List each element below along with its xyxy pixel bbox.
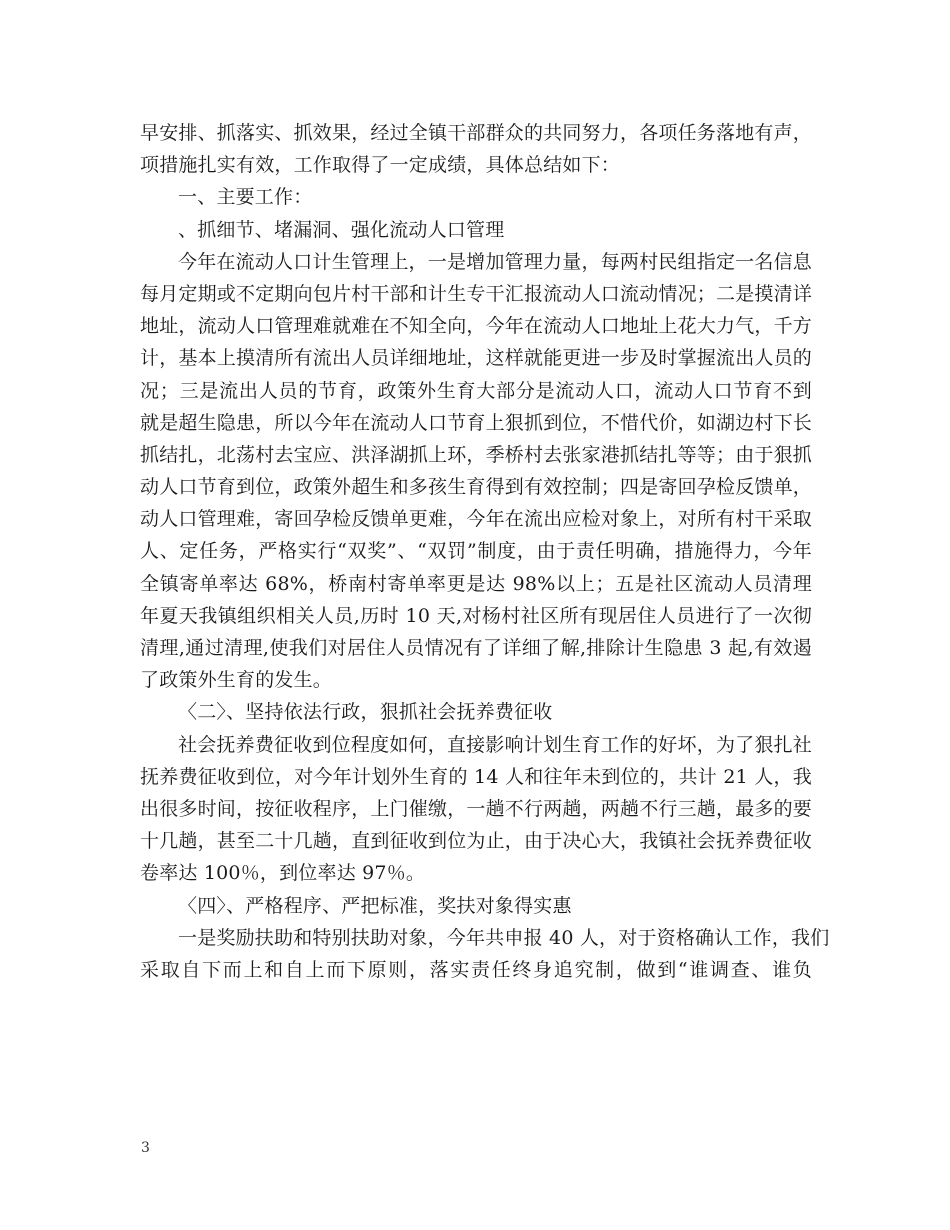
paragraph-line: 动人口管理难，寄回孕检反馈单更难，今年在流出应检对象上，对所有村干采取 xyxy=(140,508,812,531)
paragraph-line: 计，基本上摸清所有流出人员详细地址，这样就能更进一步及时掌握流出人员的 xyxy=(140,347,812,370)
paragraph-line: 年夏天我镇组织相关人员,历时 10 天,对杨村社区所有现居住人员进行了一次彻 xyxy=(140,604,812,627)
section-heading: 一、主要工作： xyxy=(178,186,313,209)
paragraph-line: 采取自下而上和自上而下原则，落实责任终身追究制，做到“谁调查、谁负 xyxy=(140,958,812,981)
paragraph-line: 动人口节育到位，政策外超生和多孩生育得到有效控制；四是寄回孕检反馈单， xyxy=(140,476,812,499)
paragraph-line: 今年在流动人口计生管理上，一是增加管理力量，每两村民组指定一名信息 xyxy=(178,250,812,273)
paragraph-line: 项措施扎实有效，工作取得了一定成绩，具体总结如下： xyxy=(140,154,621,177)
subsection-heading: 〈二〉、坚持依法行政，狠抓社会抚养费征收 xyxy=(178,701,553,724)
paragraph-line: 抚养费征收到位，对今年计划外生育的 14 人和往年未到位的，共计 21 人，我 xyxy=(140,765,812,788)
paragraph-line: 每月定期或不定期向包片村干部和计生专干汇报流动人口流动情况；二是摸清详 xyxy=(140,282,812,305)
paragraph-line: 了政策外生育的发生。 xyxy=(140,669,333,692)
paragraph-line: 抓结扎，北荡村去宝应、洪泽湖抓上环，季桥村去张家港抓结扎等等；由于狠抓 xyxy=(140,443,812,466)
body-text xyxy=(140,117,830,986)
subsection-heading: 〈四〉、严格程序、严把标准，奖扶对象得实惠 xyxy=(178,894,572,917)
paragraph-line: 早安排、抓落实、抓效果，经过全镇干部群众的共同努力，各项任务落地有声， xyxy=(140,122,812,144)
paragraph-line: 一是奖励扶助和特别扶助对象，今年共申报 40 人，对于资格确认工作，我们 xyxy=(178,926,830,949)
paragraph-line: 出很多时间，按征收程序，上门催缴，一趟不行两趟，两趟不行三趟，最多的要 xyxy=(140,797,812,820)
paragraph-line: 清理,通过清理,使我们对居住人员情况有了详细了解,排除计生隐患 3 起,有效遏 xyxy=(140,637,812,659)
paragraph-line: 全镇寄单率达 68%，桥南村寄单率更是达 98%以上；五是社区流动人员清理 xyxy=(140,572,812,595)
page-number: 3 xyxy=(141,1140,150,1156)
paragraph-line: 人、定任务，严格实行“双奖”、“双罚”制度，由于责任明确，措施得力，今年 xyxy=(140,540,812,563)
paragraph-line: 社会抚养费征收到位程度如何，直接影响计划生育工作的好坏，为了狠扎社 xyxy=(178,733,812,756)
paragraph-line: 况；三是流出人员的节育，政策外生育大部分是流动人口，流动人口节育不到 xyxy=(140,379,812,402)
paragraph-line: 卷率达 100％，到位率达 97％。 xyxy=(140,862,426,885)
paragraph-line: 地址，流动人口管理难就难在不知全向，今年在流动人口地址上花大力气，千方 xyxy=(140,315,812,338)
paragraph-line: 十几趟，甚至二十几趟，直到征收到位为止，由于决心大，我镇社会抚养费征收 xyxy=(140,830,812,853)
paragraph-line: 就是超生隐患，所以今年在流动人口节育上狠抓到位，不惜代价，如湖边村下长 xyxy=(140,411,812,434)
subsection-heading: 、抓细节、堵漏洞、强化流动人口管理 xyxy=(178,218,505,241)
